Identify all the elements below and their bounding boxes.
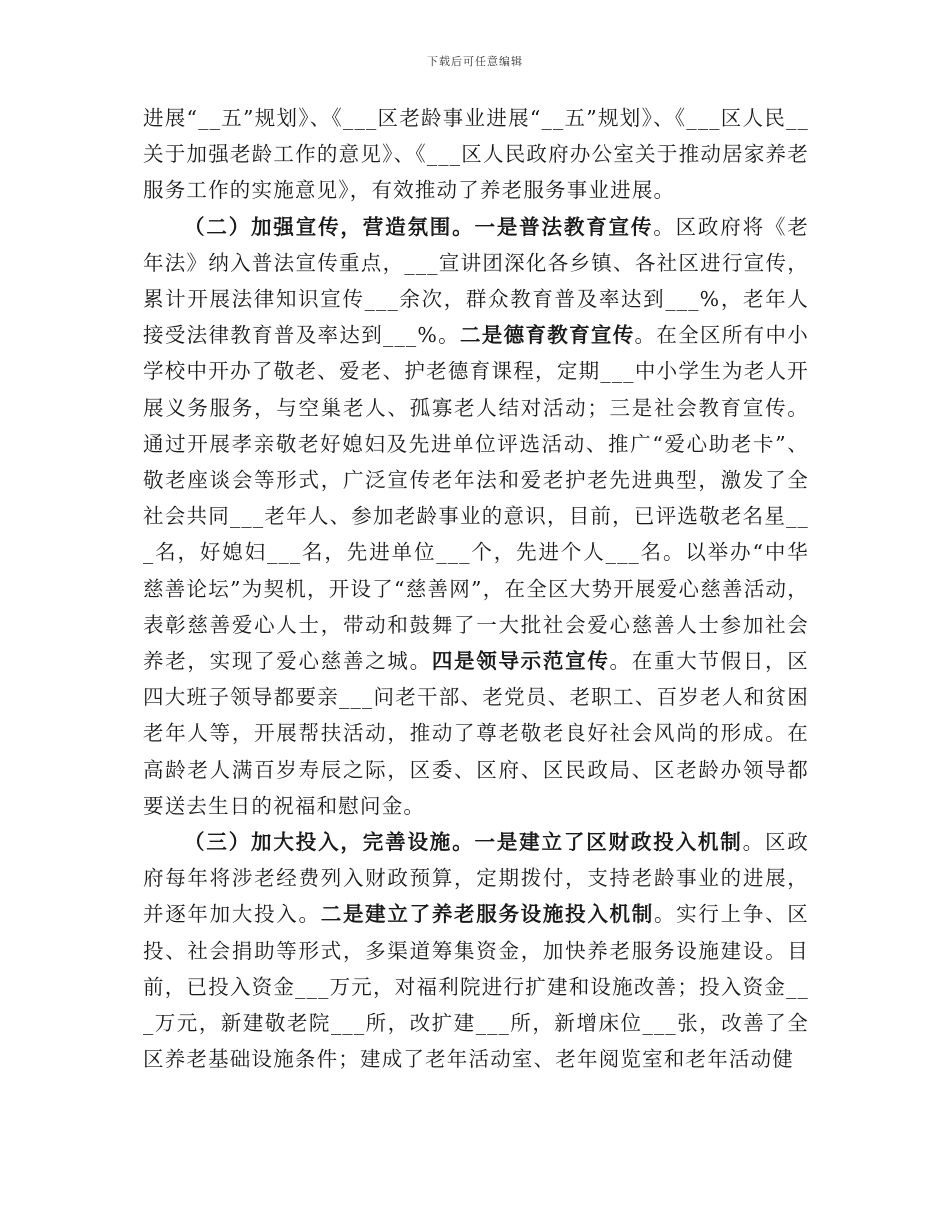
text-segment: 。在重大节假日，区四大班子领导都要亲___问老干部、老党员、老职工、百岁老人和贫困老年人等，开展帮扶活动，推动了尊老敬老良好社会风尚的形成。在高龄老人满百岁寿辰之际，区委、区府、区民政局、区老龄办领导都要送去生日的祝福和慰问金。 (143, 649, 809, 818)
text-segment: 。在全区所有中小学校中开办了敬老、爱老、护老德育课程，定期___中小学生为老人开展义务服务，与空巢老人、孤寡老人结对活动；三是社会教育宣传。通过开展孝亲敬老好媳妇及先进单位评选活动、推广“爱心助老卡”、敬老座谈会等形式，广泛宣传老年法和爱老护老先进典型，激发了全社会共同___老年人、参加老龄事业的意识，目前，已评选敬老名星___名，好媳妇___名，先进单位___个，先进个人___名。以举办“中华慈善论坛”为契机，开设了“慈善网”，在全区大势开展爱心慈善活动，表彰慈善爱心人士，带动和鼓舞了一大批社会爱心慈善人士参加社会养老，实现了爱心慈善之城。 (143, 323, 809, 674)
text-segment: 进展“__五”规划》、《___区老龄事业进展“__五”规划》、《___区人民__关于加强老龄工作的意见》、《___区人民政府办公室关于推动居家养老服务工作的实施意见》，有效推动了养老服务事业进展。 (143, 106, 809, 203)
text-segment: 。区政府每年将涉老经费列入财政预算，定期拨付，支持老龄事业的进展，并逐年加大投入。 (143, 830, 809, 927)
section-heading-investment: （三）加大投入，完善设施。一是建立了区财政投入机制 (184, 830, 743, 855)
section-heading-publicity: （二）加强宣传，营造氛围。一是普法教育宣传 (184, 214, 654, 239)
page-header: 下载后可任意编辑 (427, 55, 523, 68)
bold-phrase: 二是建立了养老服务设施投入机制 (320, 902, 654, 927)
bold-phrase: 二是德育教育宣传 (459, 323, 635, 348)
document-body (143, 100, 809, 1077)
paragraph-publicity (143, 209, 809, 824)
paragraph-continuation (143, 100, 809, 209)
text-segment: 。实行上争、区投、社会捐助等形式，多渠道筹集资金，加快养老服务设施建设。目前，已投入资金___万元，对福利院进行扩建和设施改善；投入资金___万元，新建敬老院___所，改扩建___所，新增床位___张，改善了全区养老基础设施条件；建成了老年活动室、老年阅览室和老年活动健 (143, 902, 809, 1072)
paragraph-investment (143, 824, 809, 1077)
bold-phrase: 四是领导示范宣传 (431, 649, 610, 674)
text-segment: 。区政府将《老年法》纳入普法宣传重点，___宣讲团深化各乡镇、各社区进行宣传，累计开展法律知识宣传___余次，群众教育普及率达到___%，老年人接受法律教育普及率达到___%。 (143, 214, 809, 348)
